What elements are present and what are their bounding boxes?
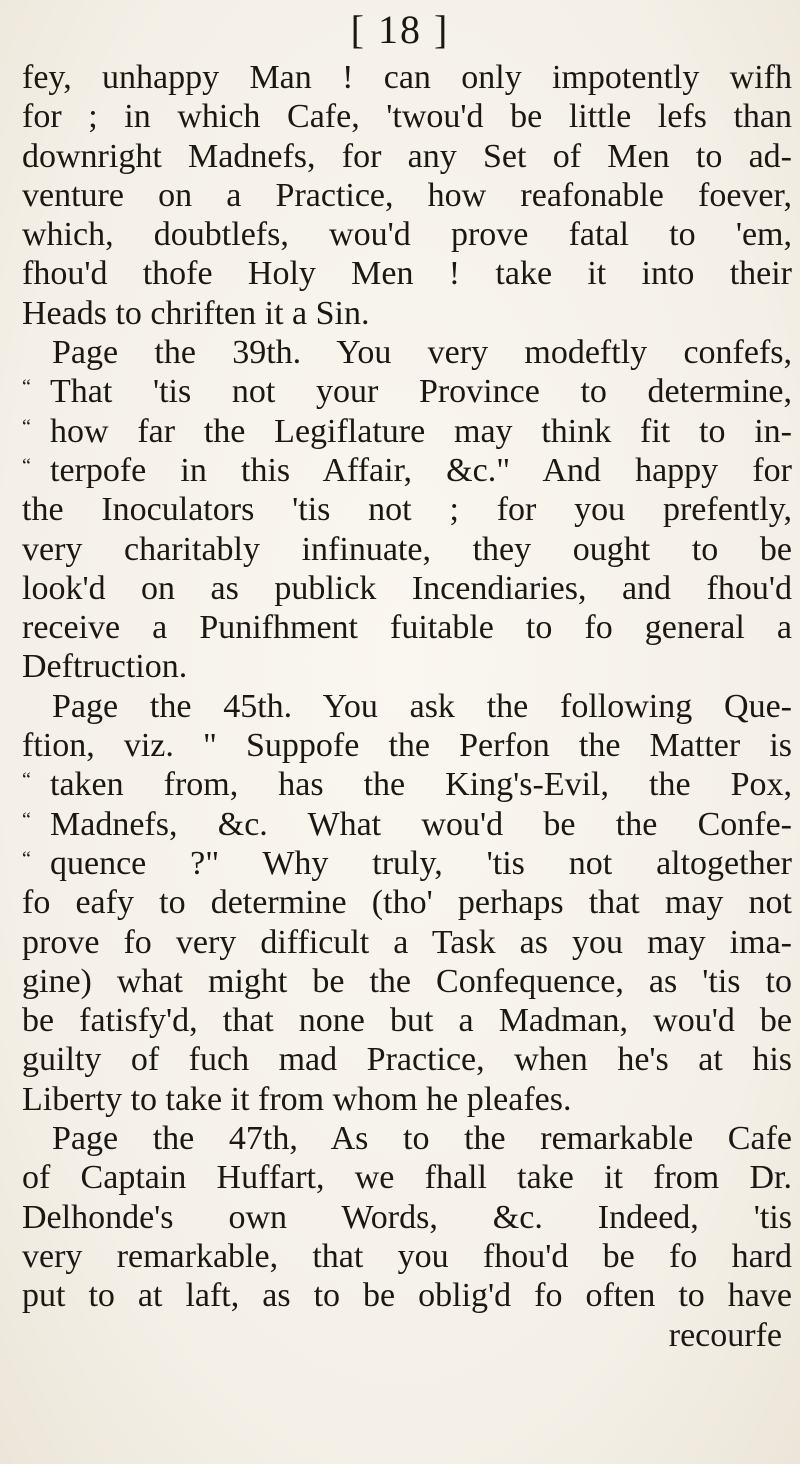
text-line: Delhonde's own Words, &c. Indeed, 'tis	[22, 1198, 792, 1236]
text-line: very remarkable, that you fhou'd be fo hard	[22, 1237, 792, 1275]
text-line: downright Madnefs, for any Set of Men to ad-	[22, 137, 792, 175]
text-line: terpofe in this Affair, &c." And happy for	[50, 451, 792, 489]
text-line: Deftruction.	[22, 648, 188, 686]
text-line: for ; in which Cafe, 'twou'd be little lefs than	[22, 98, 792, 136]
text-line: That 'tis not your Province to determine,	[50, 373, 792, 411]
body-text	[22, 58, 792, 1355]
text-line: receive a Punifhment fuitable to fo general a	[22, 609, 792, 647]
text-line: venture on a Practice, how reafonable foever,	[22, 176, 792, 214]
text-line: which, doubtlefs, wou'd prove fatal to 'em,	[22, 216, 792, 254]
text-line: guilty of fuch mad Practice, when he's at his	[22, 1041, 792, 1079]
text-line: be fatisfy'd, that none but a Madman, wou'd be	[22, 1002, 792, 1040]
text-line: quence ?" Why truly, 'tis not altogether	[50, 844, 792, 882]
text-line: Page the 47th, As to the remarkable Cafe	[52, 1120, 792, 1158]
text-line: fhou'd thofe Holy Men ! take it into their	[22, 255, 792, 293]
quoted-line	[22, 372, 792, 411]
text-line: fey, unhappy Man ! can only impotently wifh	[22, 59, 792, 96]
quoted-line	[22, 844, 792, 883]
text-line: very charitably infinuate, they ought to be	[22, 530, 792, 568]
text-line: Page the 45th. You ask the following Que-	[52, 687, 792, 725]
quote-mark: “	[22, 415, 31, 438]
catchword: recourfe	[668, 1316, 782, 1354]
quote-mark: “	[22, 769, 31, 792]
text-line: Page the 39th. You very modeftly confefs,	[52, 334, 792, 372]
text-line: of Captain Huffart, we fhall take it from Dr.	[22, 1159, 792, 1197]
text-line: prove fo very difficult a Task as you may ima-	[22, 923, 792, 961]
page-number: [ 18 ]	[350, 7, 450, 52]
quote-mark: “	[22, 808, 31, 831]
text-line: the Inoculators 'tis not ; for you prefently,	[22, 491, 792, 529]
text-line: put to at laft, as to be oblig'd fo often to have	[22, 1277, 792, 1315]
quoted-line	[22, 451, 792, 490]
text-line: look'd on as publick Incendiaries, and fhou'd	[22, 569, 792, 607]
text-line: how far the Legiflature may think fit to in-	[50, 412, 792, 450]
text-line: Heads to chriften it a Sin.	[22, 294, 370, 332]
text-line: Madnefs, &c. What wou'd be the Confe-	[50, 805, 792, 843]
quote-mark: “	[22, 376, 31, 399]
text-line: Liberty to take it from whom he pleafes.	[22, 1080, 572, 1118]
text-line: gine) what might be the Confequence, as 'tis to	[22, 962, 792, 1000]
text-line: fo eafy to determine (tho' perhaps that may not	[22, 884, 792, 922]
quoted-line	[22, 765, 792, 804]
text-line: ftion, viz. " Suppofe the Perfon the Matter is	[22, 727, 792, 765]
quote-mark: “	[22, 847, 31, 870]
text-line: taken from, has the King's-Evil, the Pox,	[50, 766, 792, 804]
quote-mark: “	[22, 454, 31, 477]
quoted-line	[22, 805, 792, 844]
quoted-line	[22, 412, 792, 451]
